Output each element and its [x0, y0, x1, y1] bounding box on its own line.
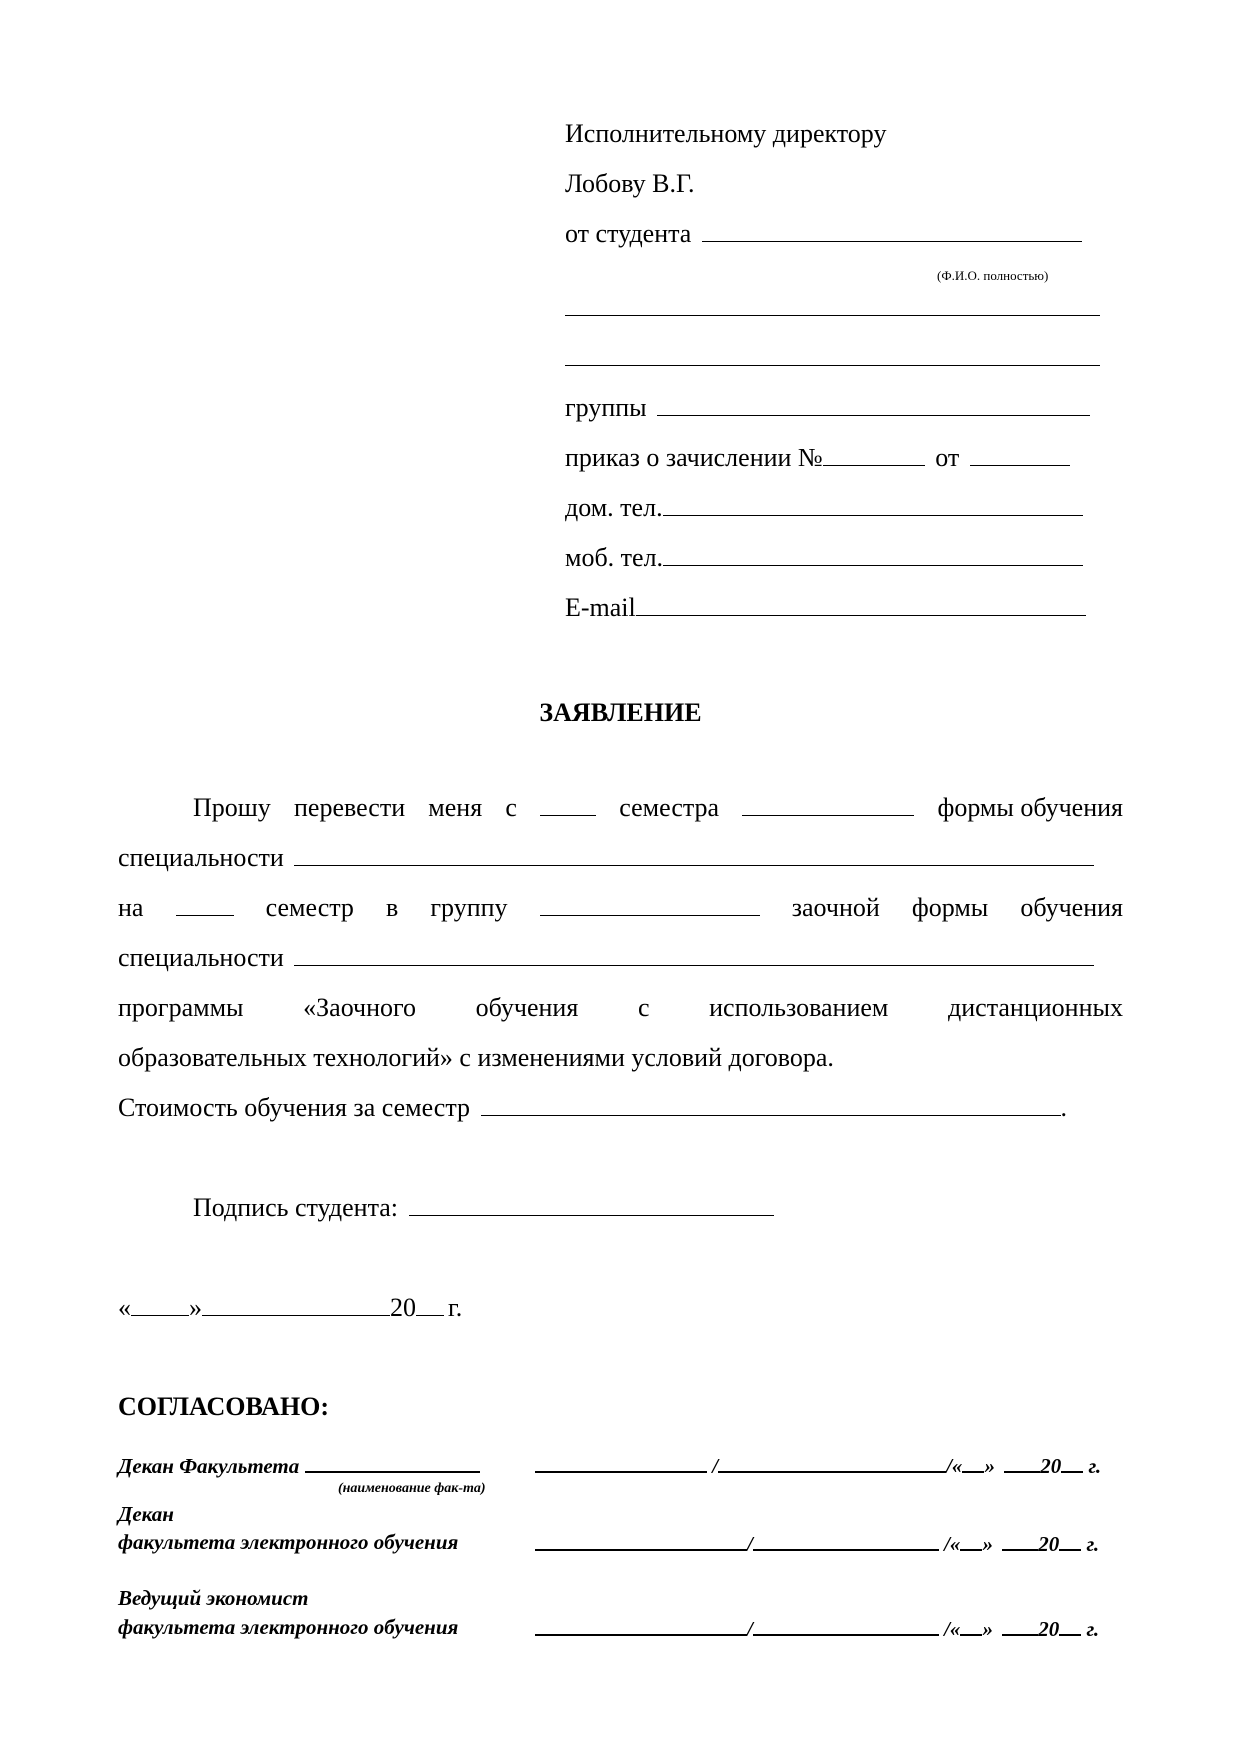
cost-period: . [1060, 1093, 1068, 1122]
fio-hint: (Ф.И.О. полностью) [937, 268, 1049, 283]
word: группу [430, 893, 508, 922]
faculty-hint: (наименование фак-та) [338, 1481, 486, 1496]
e-dean-signature-field[interactable] [535, 1529, 747, 1551]
e-faculty-row-2 [118, 1614, 458, 1640]
economist-signature-field[interactable] [535, 1614, 747, 1636]
year-field[interactable] [416, 1293, 444, 1316]
year-suffix: г. [1086, 1532, 1100, 1556]
semester-from-field[interactable] [540, 793, 596, 816]
quote-close: » [982, 1617, 993, 1641]
target-group-field[interactable] [540, 893, 760, 916]
word: меня [428, 793, 483, 822]
word: с [505, 793, 517, 822]
document-title: ЗАЯВЛЕНИЕ [539, 698, 702, 727]
student-name-field[interactable] [702, 219, 1082, 242]
slash: / [747, 1617, 753, 1641]
month-field[interactable] [1004, 1451, 1040, 1473]
group-row [565, 392, 1090, 424]
year-suffix: г. [1088, 1454, 1102, 1478]
quote-close: » [982, 1532, 993, 1556]
word: обучения [475, 993, 579, 1022]
word: формы [911, 893, 989, 922]
email-row [565, 592, 1086, 624]
study-form-field[interactable] [742, 793, 914, 816]
word: перевести [293, 793, 406, 822]
word: обучения [1020, 893, 1123, 922]
body-line-6: образовательных технологий» с изменениями условий договора. [118, 1043, 834, 1072]
year-field[interactable] [1059, 1529, 1081, 1551]
cost-label: Стоимость обучения за семестр [118, 1093, 471, 1122]
addressee-title: Исполнительному директору [565, 119, 887, 148]
body-line-3 [118, 892, 1123, 924]
from-student-row [565, 218, 1082, 250]
month-field[interactable] [1002, 1614, 1038, 1636]
dean-faculty-signature-field[interactable] [535, 1451, 707, 1473]
quote-close: » [984, 1454, 995, 1478]
quote-open: /« [944, 1617, 961, 1641]
body-line-4 [118, 942, 1094, 974]
specialty-to-field[interactable] [294, 943, 1094, 966]
group-field[interactable] [657, 393, 1090, 416]
word: формы обучения [937, 793, 1123, 822]
word: Прошу [193, 793, 271, 822]
specialty-label: специальности [118, 843, 284, 872]
cost-row [118, 1092, 1067, 1124]
faculty-name-field[interactable] [305, 1451, 480, 1473]
home-phone-label: дом. тел. [565, 493, 663, 522]
day-field[interactable] [131, 1293, 189, 1316]
year-prefix: 20 [390, 1293, 416, 1322]
body-line-1 [193, 792, 1123, 824]
word: программы [118, 993, 244, 1022]
quote-open: /« [944, 1532, 961, 1556]
slash: / [712, 1454, 719, 1478]
month-field[interactable] [1002, 1529, 1038, 1551]
year-field[interactable] [1059, 1614, 1081, 1636]
year-prefix: 20 [1038, 1617, 1060, 1641]
group-label: группы [565, 393, 647, 422]
order-label: приказ о зачислении № [565, 443, 823, 472]
student-name-field-2[interactable] [565, 293, 1100, 316]
e-faculty-row [118, 1529, 458, 1555]
agreed-heading: СОГЛАСОВАНО: [118, 1392, 330, 1421]
slash: / [747, 1532, 753, 1556]
word: в [386, 893, 399, 922]
day-field[interactable] [960, 1529, 982, 1551]
year-prefix: 20 [1038, 1532, 1060, 1556]
specialty-label-2: специальности [118, 943, 284, 972]
e-faculty-label: факультета электронного обучения [118, 1530, 459, 1554]
date-quote-open: « [118, 1293, 131, 1322]
word: на [118, 893, 144, 922]
cost-field[interactable] [481, 1093, 1061, 1116]
dean-faculty-sign [535, 1451, 1101, 1479]
word: семестр [265, 893, 354, 922]
word: с [637, 993, 650, 1022]
e-faculty-label-2: факультета электронного обучения [118, 1615, 459, 1639]
year-suffix: г. [1086, 1617, 1100, 1641]
year-suffix: г. [448, 1293, 463, 1322]
word: дистанционных [948, 993, 1123, 1022]
signature-row [193, 1192, 774, 1224]
economist-name-field[interactable] [753, 1614, 939, 1636]
dean-faculty-row [118, 1451, 480, 1479]
month-field[interactable] [202, 1293, 390, 1316]
from-student-label: от студента [565, 219, 692, 248]
word: использованием [709, 993, 889, 1022]
order-from-label: от [935, 443, 960, 472]
date-quote-close: » [189, 1293, 202, 1322]
mobile-phone-field[interactable] [663, 543, 1083, 566]
semester-to-field[interactable] [176, 893, 234, 916]
day-field[interactable] [960, 1614, 982, 1636]
economist-sign [535, 1614, 1099, 1642]
dean-label: Декан [118, 1502, 174, 1526]
email-field[interactable] [636, 593, 1086, 616]
specialty-from-field[interactable] [294, 843, 1094, 866]
order-row [565, 442, 1070, 474]
word: семестра [619, 793, 720, 822]
dean-faculty-name-field[interactable] [718, 1451, 946, 1473]
e-faculty-sign [535, 1529, 1099, 1557]
addressee-name: Лобову В.Г. [565, 169, 695, 198]
date-row [118, 1292, 462, 1324]
name-line-2 [565, 292, 1100, 324]
year-prefix: 20 [1040, 1454, 1062, 1478]
signature-field[interactable] [409, 1193, 774, 1216]
dean-faculty-label: Декан Факультета [118, 1454, 300, 1478]
signature-label: Подпись студента: [193, 1193, 399, 1222]
mobile-phone-label: моб. тел. [565, 543, 664, 572]
economist-label: Ведущий экономист [118, 1586, 309, 1610]
word: заочной [791, 893, 880, 922]
quote-open: /« [946, 1454, 963, 1478]
name-line-3 [565, 342, 1100, 374]
order-number-field[interactable] [823, 443, 925, 466]
word: «Заочного [303, 993, 417, 1022]
mobile-phone-row [565, 542, 1083, 574]
order-date-field[interactable] [970, 443, 1070, 466]
home-phone-row [565, 492, 1083, 524]
body-line-2 [118, 842, 1094, 874]
email-label: E-mail [565, 593, 636, 622]
year-field[interactable] [1061, 1451, 1083, 1473]
day-field[interactable] [962, 1451, 984, 1473]
body-line-5 [118, 992, 1123, 1024]
home-phone-field[interactable] [663, 493, 1083, 516]
student-name-field-3[interactable] [565, 343, 1100, 366]
e-dean-name-field[interactable] [753, 1529, 939, 1551]
